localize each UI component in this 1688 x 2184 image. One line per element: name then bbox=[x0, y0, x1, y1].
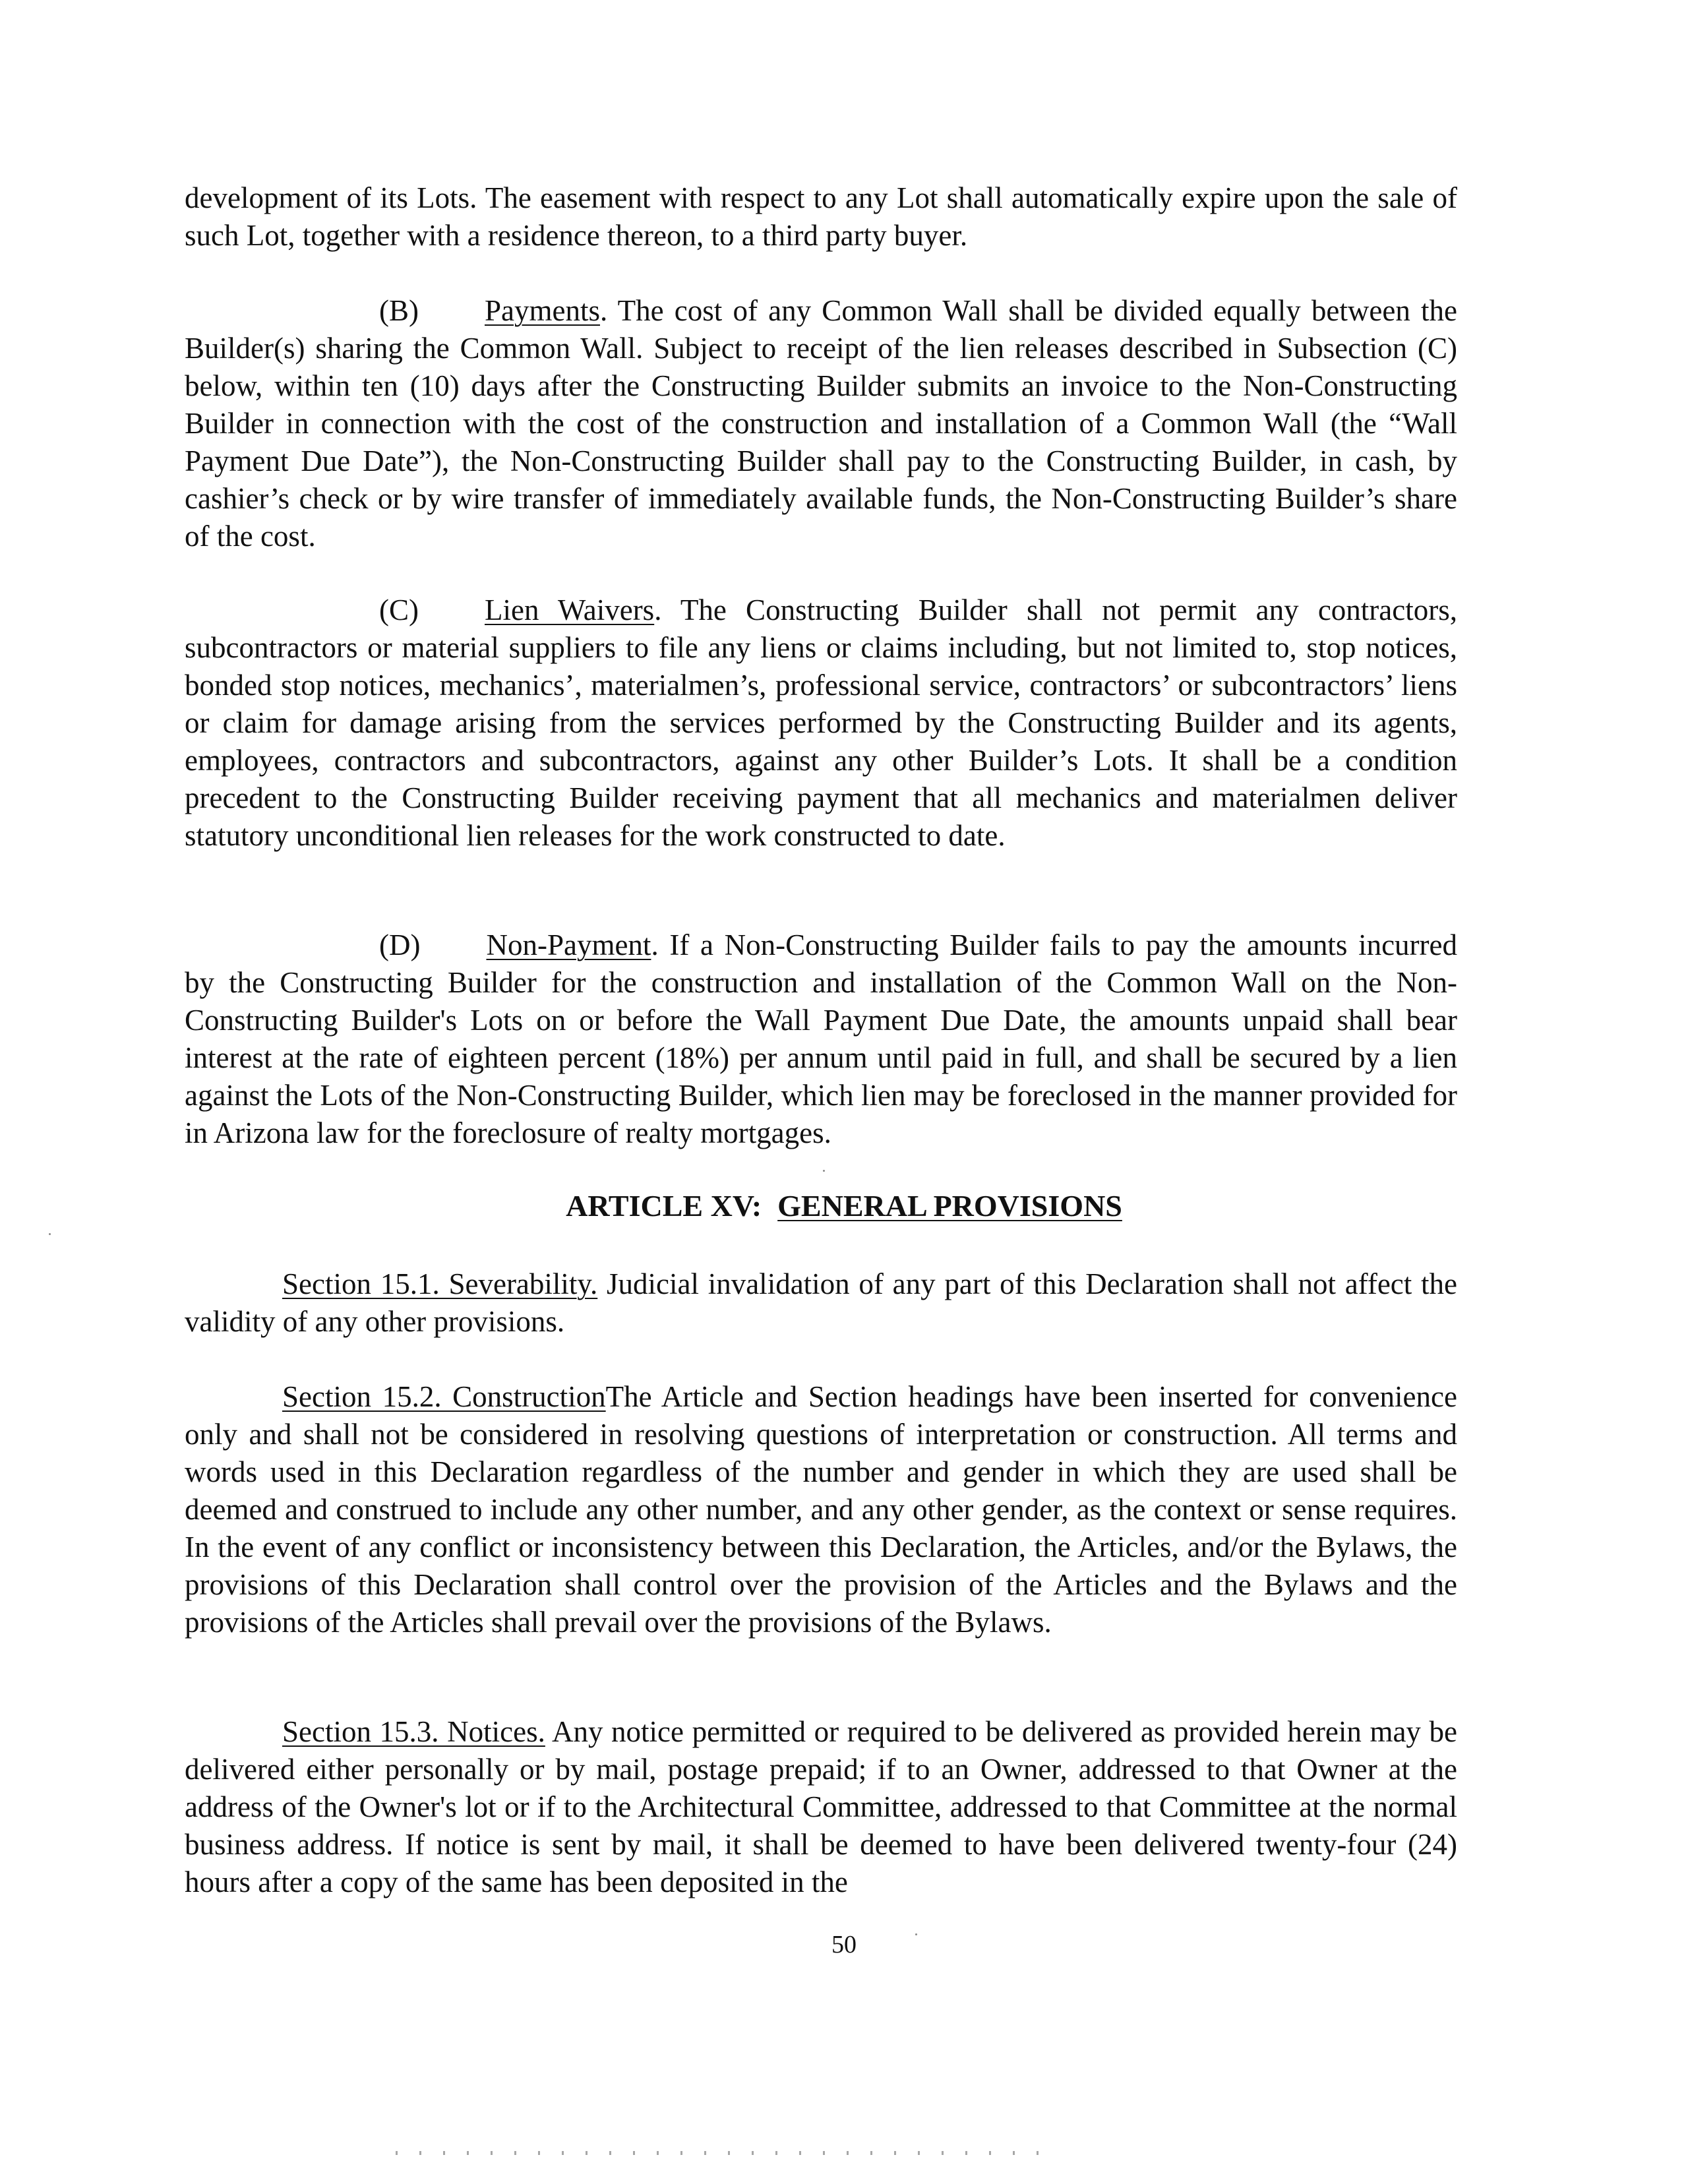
subsection-d-paragraph bbox=[185, 926, 1457, 1152]
subsection-d-label: (D) bbox=[379, 928, 421, 961]
subsection-b-label: (B) bbox=[379, 294, 419, 327]
subsection-d-title-punct: . bbox=[651, 928, 659, 961]
subsection-b-title: Payments bbox=[485, 294, 600, 327]
section-15-3-heading: Section 15.3. Notices. bbox=[282, 1715, 545, 1748]
scan-speck bbox=[915, 1933, 917, 1935]
subsection-c-title-punct: . bbox=[654, 593, 662, 626]
subsection-c-body: The Constructing Builder shall not permit any contractors, subcontractors or material suppliers to file any liens or claims including, but not limited to, stop notices, bonded stop notices, mechanics’, materialmen’s, professional service, contractors’ or subcontractors’ liens or claim for damage arising from the services performed by the Constructing Builder and its agents, employees, contractors and subcontractors, against any other Builder’s Lots. It shall be a condition precedent to the Constructing Builder receiving payment that all mechanics and materialmen deliver statutory unconditional lien releases for the work constructed to date. bbox=[185, 593, 1457, 852]
continuation-text: development of its Lots. The easement with respect to any Lot shall automatically expire upon the sale of such Lot, together with a residence thereon, to a third party buyer. bbox=[185, 181, 1457, 252]
page-number: 50 bbox=[831, 1931, 857, 1958]
section-15-1-heading: Section 15.1. Severability. bbox=[282, 1267, 598, 1300]
section-15-2-body: The Article and Section headings have been inserted for convenience only and shall not be considered in resolving questions of interpretation or construction. All terms and words used in this Declaration regardless of the number and gender in which they are used shall be deemed and construed to include any other number, and any other gender, as the context or sense requires. In the event of any conflict or inconsistency between this Declaration, the Articles, and/or the Bylaws, the provisions of this Declaration shall control over the provision of the Articles and the Bylaws and the provisions of the Articles shall prevail over the provisions of the Bylaws. bbox=[185, 1380, 1457, 1639]
continuation-paragraph bbox=[185, 179, 1457, 255]
scan-artifact-line bbox=[396, 2151, 1055, 2155]
subsection-b-paragraph bbox=[185, 292, 1457, 555]
subsection-c-title: Lien Waivers bbox=[485, 593, 655, 626]
section-15-3-body: Any notice permitted or required to be delivered as provided herein may be delivered either personally or by mail, postage prepaid; if to an Owner, addressed to that Owner at the address of the Owner's lot or if to the Architectural Committee, addressed to that Committee at the normal business address. If notice is sent by mail, it shall be deemed to have been delivered twenty-four (24) hours after a copy of the same has been deposited in the bbox=[185, 1715, 1457, 1898]
article-heading bbox=[0, 1187, 1688, 1225]
subsection-d-body: If a Non-Constructing Builder fails to pay the amounts incurred by the Constructing Builder for the construction and installation of the Common Wall on the Non-Constructing Builder's Lots on or before the Wall Payment Due Date, the amounts unpaid shall bear interest at the rate of eighteen percent (18%) per annum until paid in full, and shall be secured by a lien against the Lots of the Non-Constructing Builder, which lien may be foreclosed in the manner provided for in Arizona law for the foreclosure of realty mortgages. bbox=[185, 928, 1457, 1149]
section-15-2-heading: Section 15.2. Construction bbox=[282, 1380, 606, 1413]
section-15-1-body: Judicial invalidation of any part of this Declaration shall not affect the validity of any other provisions. bbox=[185, 1267, 1458, 1338]
article-prefix: ARTICLE XV: bbox=[566, 1189, 762, 1223]
section-15-3-paragraph bbox=[185, 1713, 1457, 1901]
subsection-d-title: Non-Payment bbox=[486, 928, 651, 961]
section-15-1-paragraph bbox=[185, 1265, 1457, 1341]
subsection-c-paragraph bbox=[185, 592, 1457, 855]
scan-speck bbox=[49, 1233, 51, 1235]
subsection-b-title-punct: . bbox=[600, 294, 608, 327]
subsection-b-body: The cost of any Common Wall shall be divided equally between the Builder(s) sharing the Common Wall. Subject to receipt of the lien releases described in Subsection (C) below, within ten (10) days after the Constructing Builder submits an invoice to the Non-Constructing Builder in connection with the cost of the construction and installation of a Common Wall (the “Wall Payment Due Date”), the Non-Constructing Builder shall pay to the Constructing Builder, in cash, by cashier’s check or by wire transfer of immediately available funds, the Non-Constructing Builder’s share of the cost. bbox=[185, 294, 1457, 553]
subsection-c-label: (C) bbox=[379, 593, 419, 626]
article-title: GENERAL PROVISIONS bbox=[777, 1189, 1122, 1223]
scan-speck bbox=[823, 1170, 825, 1172]
section-15-2-paragraph bbox=[185, 1378, 1457, 1641]
